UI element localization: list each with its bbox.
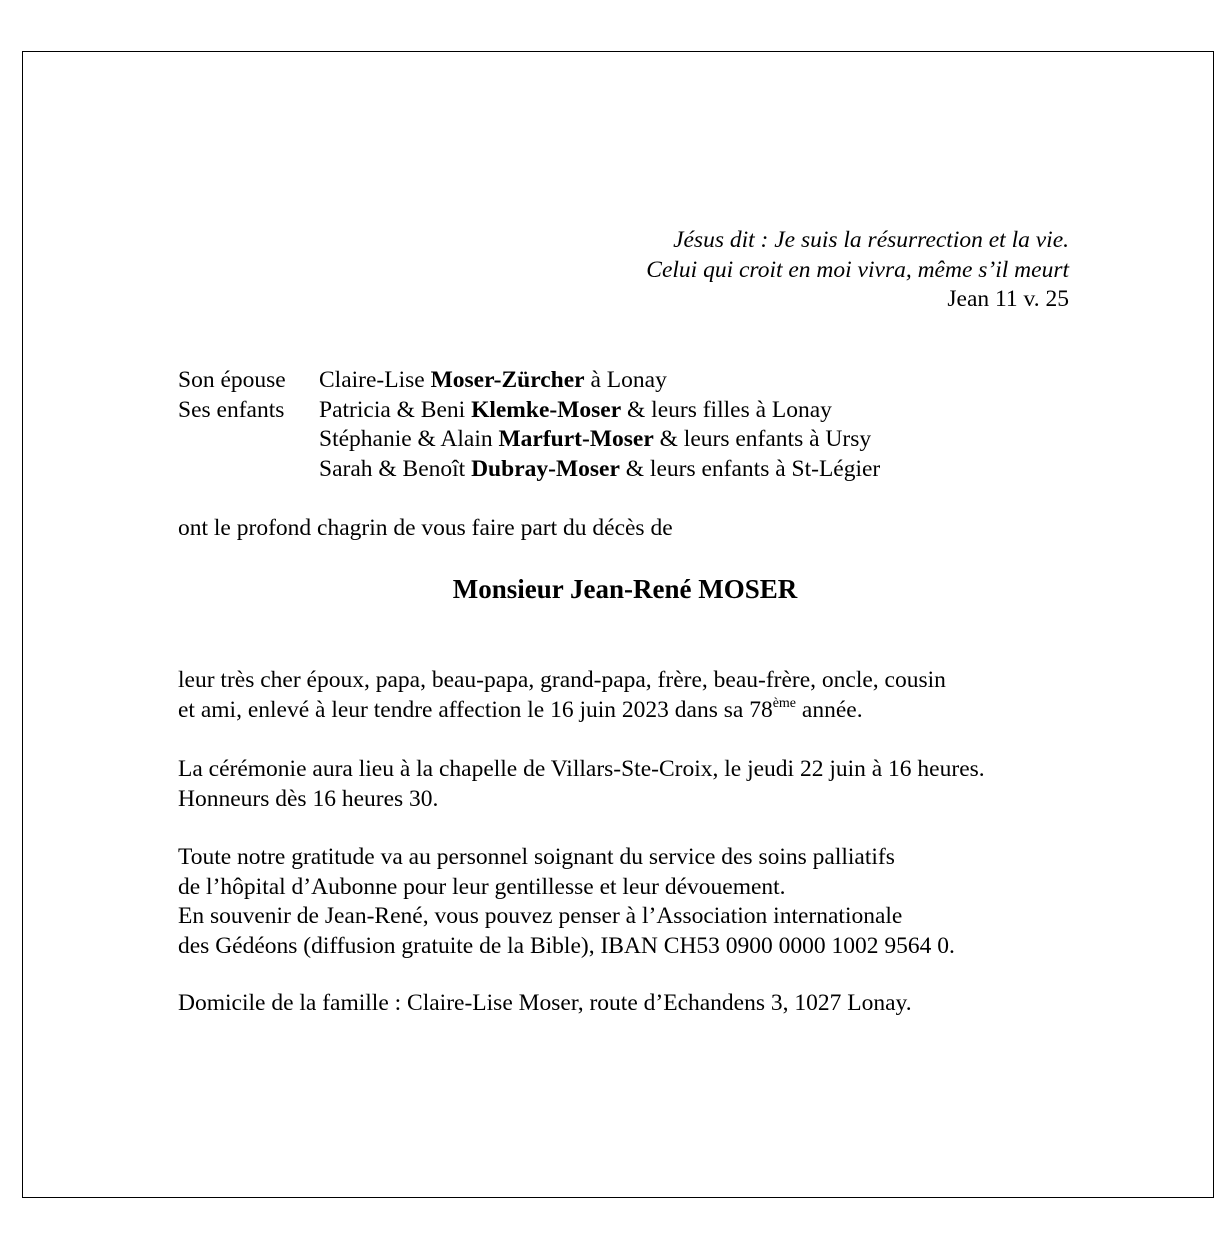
verse-line-1: Jésus dit : Je suis la résurrection et la vie. [673,227,1069,253]
description-line-2-end: année. [796,696,863,723]
description-line-1: leur très cher époux, papa, beau-papa, grand-papa, frère, beau-frère, oncle, cousin [178,667,946,693]
gratitude-line-3: En souvenir de Jean-René, vous pouvez penser à l’Association internationale [178,903,903,929]
children-role: Ses enfants [178,396,285,423]
spouse-entry [319,366,667,396]
ceremony-line-2: Honneurs dès 16 heures 30. [178,785,439,812]
family-list [178,366,880,484]
ordinal-suffix: ème [772,695,797,711]
child-entry [319,425,871,455]
ceremony-line-1: La cérémonie aura lieu à la chapelle de Villars-Ste-Croix, le jeudi 22 juin à 16 heures. [178,756,985,782]
role-spacer [178,455,319,485]
child-first-names: Stéphanie & Alain [319,426,493,452]
gratitude-line-4: des Gédéons (diffusion gratuite de la Bible), IBAN CH53 0900 0000 1002 9564 0. [178,932,955,959]
domicile-text: Domicile de la famille : Claire-Lise Moser, route d’Echandens 3, 1027 Lonay. [178,990,912,1016]
description-paragraph [178,666,946,725]
verse-reference: Jean 11 v. 25 [947,286,1069,312]
verse-line-2: Celui qui croit en moi vivra, même s’il meurt [646,256,1069,283]
child-row [178,455,880,485]
child-suffix: & leurs enfants à St-Légier [625,455,881,482]
gratitude-paragraph [178,843,955,961]
child-surname: Marfurt-Moser [498,426,654,452]
child-first-names: Patricia & Beni [319,396,466,423]
ceremony-paragraph [178,755,985,814]
deceased-name: Monsieur Jean-René MOSER [452,574,798,604]
child-entry [319,455,880,485]
announcement-text: ont le profond chagrin de vous faire part du décès de [178,515,673,541]
child-suffix: & leurs enfants à Ursy [659,426,872,452]
role-spacer [178,425,319,455]
child-surname: Dubray-Moser [471,455,620,482]
spouse-suffix: à Lonay [590,367,667,393]
gratitude-line-2: de l’hôpital d’Aubonne pour leur gentillesse et leur dévouement. [178,873,786,900]
spouse-role: Son épouse [178,367,286,393]
child-row [178,425,880,455]
child-row [178,396,880,426]
description-line-2 [178,696,946,726]
spouse-surname: Moser-Zürcher [430,367,585,393]
child-suffix: & leurs filles à Lonay [627,396,832,423]
gratitude-line-1: Toute notre gratitude va au personnel soignant du service des soins palliatifs [178,844,895,870]
description-line-2-text: et ami, enlevé à leur tendre affection le 16 juin 2023 dans sa 78 [178,696,773,723]
child-surname: Klemke-Moser [471,396,622,423]
child-first-names: Sarah & Benoît [319,455,466,482]
bible-verse [646,226,1069,315]
spouse-first-names: Claire-Lise [319,367,425,393]
child-entry [319,396,832,426]
spouse-row [178,366,880,396]
